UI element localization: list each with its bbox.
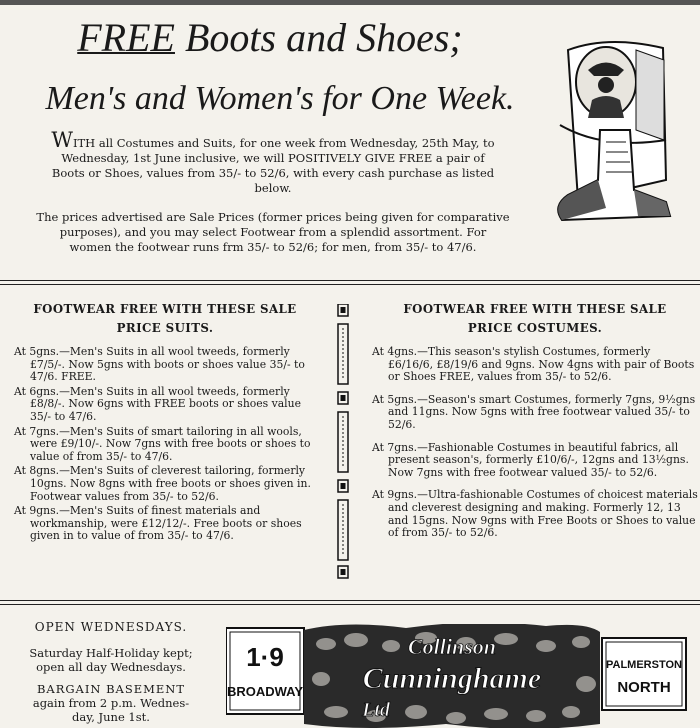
intro-paragraph [6, 128, 540, 196]
logo-address-number: 1·9 [246, 642, 284, 672]
ornamental-divider [336, 304, 350, 580]
costume-item: At 7gns.—Fashionable Costumes in beautiful fabrics, all present season's, formerly £10/6/-, 12gns and 13½gns. Now 7gns with free footwear valued 35/- to 52/6. [372, 440, 689, 479]
suit-item: At 9gns.—Men's Suits of finest materials and workmanship, were £12/12/-. Free boots or shoes given in to value of from 35/- to 47/6. [14, 504, 302, 543]
open-line: day, June 1st. [72, 710, 150, 724]
open-wednesdays-title: OPEN WEDNESDAYS. [34, 620, 188, 634]
logo-script-line1: Collinson [407, 634, 497, 659]
logo-script-line3: Ltd [362, 699, 390, 721]
suit-item: At 6gns.—Men's Suits in all wool tweeds, formerly £8/8/-. Now 6gns with FREE boots or shoes value 35/- to 47/6. [14, 384, 301, 423]
headline [50, 14, 490, 61]
intro-dropcap: W [51, 128, 73, 152]
open-line: open all day Wednesdays. [36, 660, 186, 674]
suit-item: At 8gns.—Men's Suits of cleverest tailoring, formerly 10gns. Now 8gns with free boots or shoes given in. Footwear values from 35/- to 52/6. [14, 464, 311, 503]
intro-line: below. [254, 181, 292, 195]
prices-line: The prices advertised are Sale Prices (former prices being given for comparative [36, 210, 510, 224]
suits-column [14, 300, 316, 545]
prices-line: purposes), and you may select Footwear from a splendid assortment. For [59, 225, 487, 239]
suit-item: At 5gns.—Men's Suits in all wool tweeds, formerly £7/5/-. Now 5gns with boots or shoes value 35/- to 47/6. FREE. [14, 345, 305, 384]
headline-free: FREE [77, 15, 175, 60]
costume-item: At 9gns.—Ultra-fashionable Costumes of choicest materials and cleverest designing and making. Formerly 12, 13 and 15gns. Now 9gns with Free Boots or Shoes to value of from 35/- to 52/6. [372, 488, 698, 540]
intro-line: ITH all Costumes and Suits, for one week from Wednesday, 25th May, to [72, 136, 495, 150]
intro-line: Boots or Shoes, values from 35/- to 52/6, with every cash purchase as listed [51, 166, 495, 180]
intro-line: Wednesday, 1st June inclusive, we will POSITIVELY GIVE FREE a pair of [61, 151, 485, 165]
prices-line: women the footwear runs frm 35/- to 52/6; for men, from 35/- to 47/6. [69, 240, 477, 254]
suits-heading: FOOTWEAR FREE WITH THESE SALE PRICE SUITS. [33, 302, 297, 335]
open-line: again from 2 p.m. Wednes- [32, 696, 190, 710]
costume-item: At 5gns.—Season's smart Costumes, formerly 7gns, 9½gns and 11gns. Now 5gns with free footwear valued 35/- to 52/6. [372, 392, 696, 431]
costumes-column [372, 300, 698, 542]
headline-boots-shoes: Boots and Shoes; [184, 15, 463, 60]
section-rule-top [0, 280, 700, 285]
suit-item: At 7gns.—Men's Suits of smart tailoring in all wools, were £9/10/-. Now 7gns with free boots or shoes to value of from 35/- to 47/6. [14, 424, 311, 463]
opening-hours [0, 620, 222, 724]
store-logo [226, 624, 696, 728]
subheadline: Men's and Women's for One Week. [45, 80, 515, 117]
shoe-illustration [548, 30, 688, 230]
logo-address-street: BROADWAY [226, 684, 304, 699]
logo-town-top: PALMERSTON [606, 659, 682, 671]
logo-script-line2: Cunninghame [362, 662, 542, 695]
logo-town-bottom: NORTH [617, 679, 671, 696]
bargain-basement-title: BARGAIN BASEMENT [36, 682, 186, 696]
open-line: Saturday Half-Holiday kept; [29, 646, 193, 660]
prices-note [6, 210, 540, 255]
page-top-edge [0, 0, 700, 5]
costumes-heading: FOOTWEAR FREE WITH THESE SALE PRICE COSTUMES. [403, 302, 667, 335]
costume-item: At 4gns.—This season's stylish Costumes, formerly £6/16/6, £8/19/6 and 9gns. Now 4gns with pair of Boots or Shoes FREE, values from 35/- to 52/6. [372, 345, 695, 384]
section-rule-bottom [0, 600, 700, 605]
